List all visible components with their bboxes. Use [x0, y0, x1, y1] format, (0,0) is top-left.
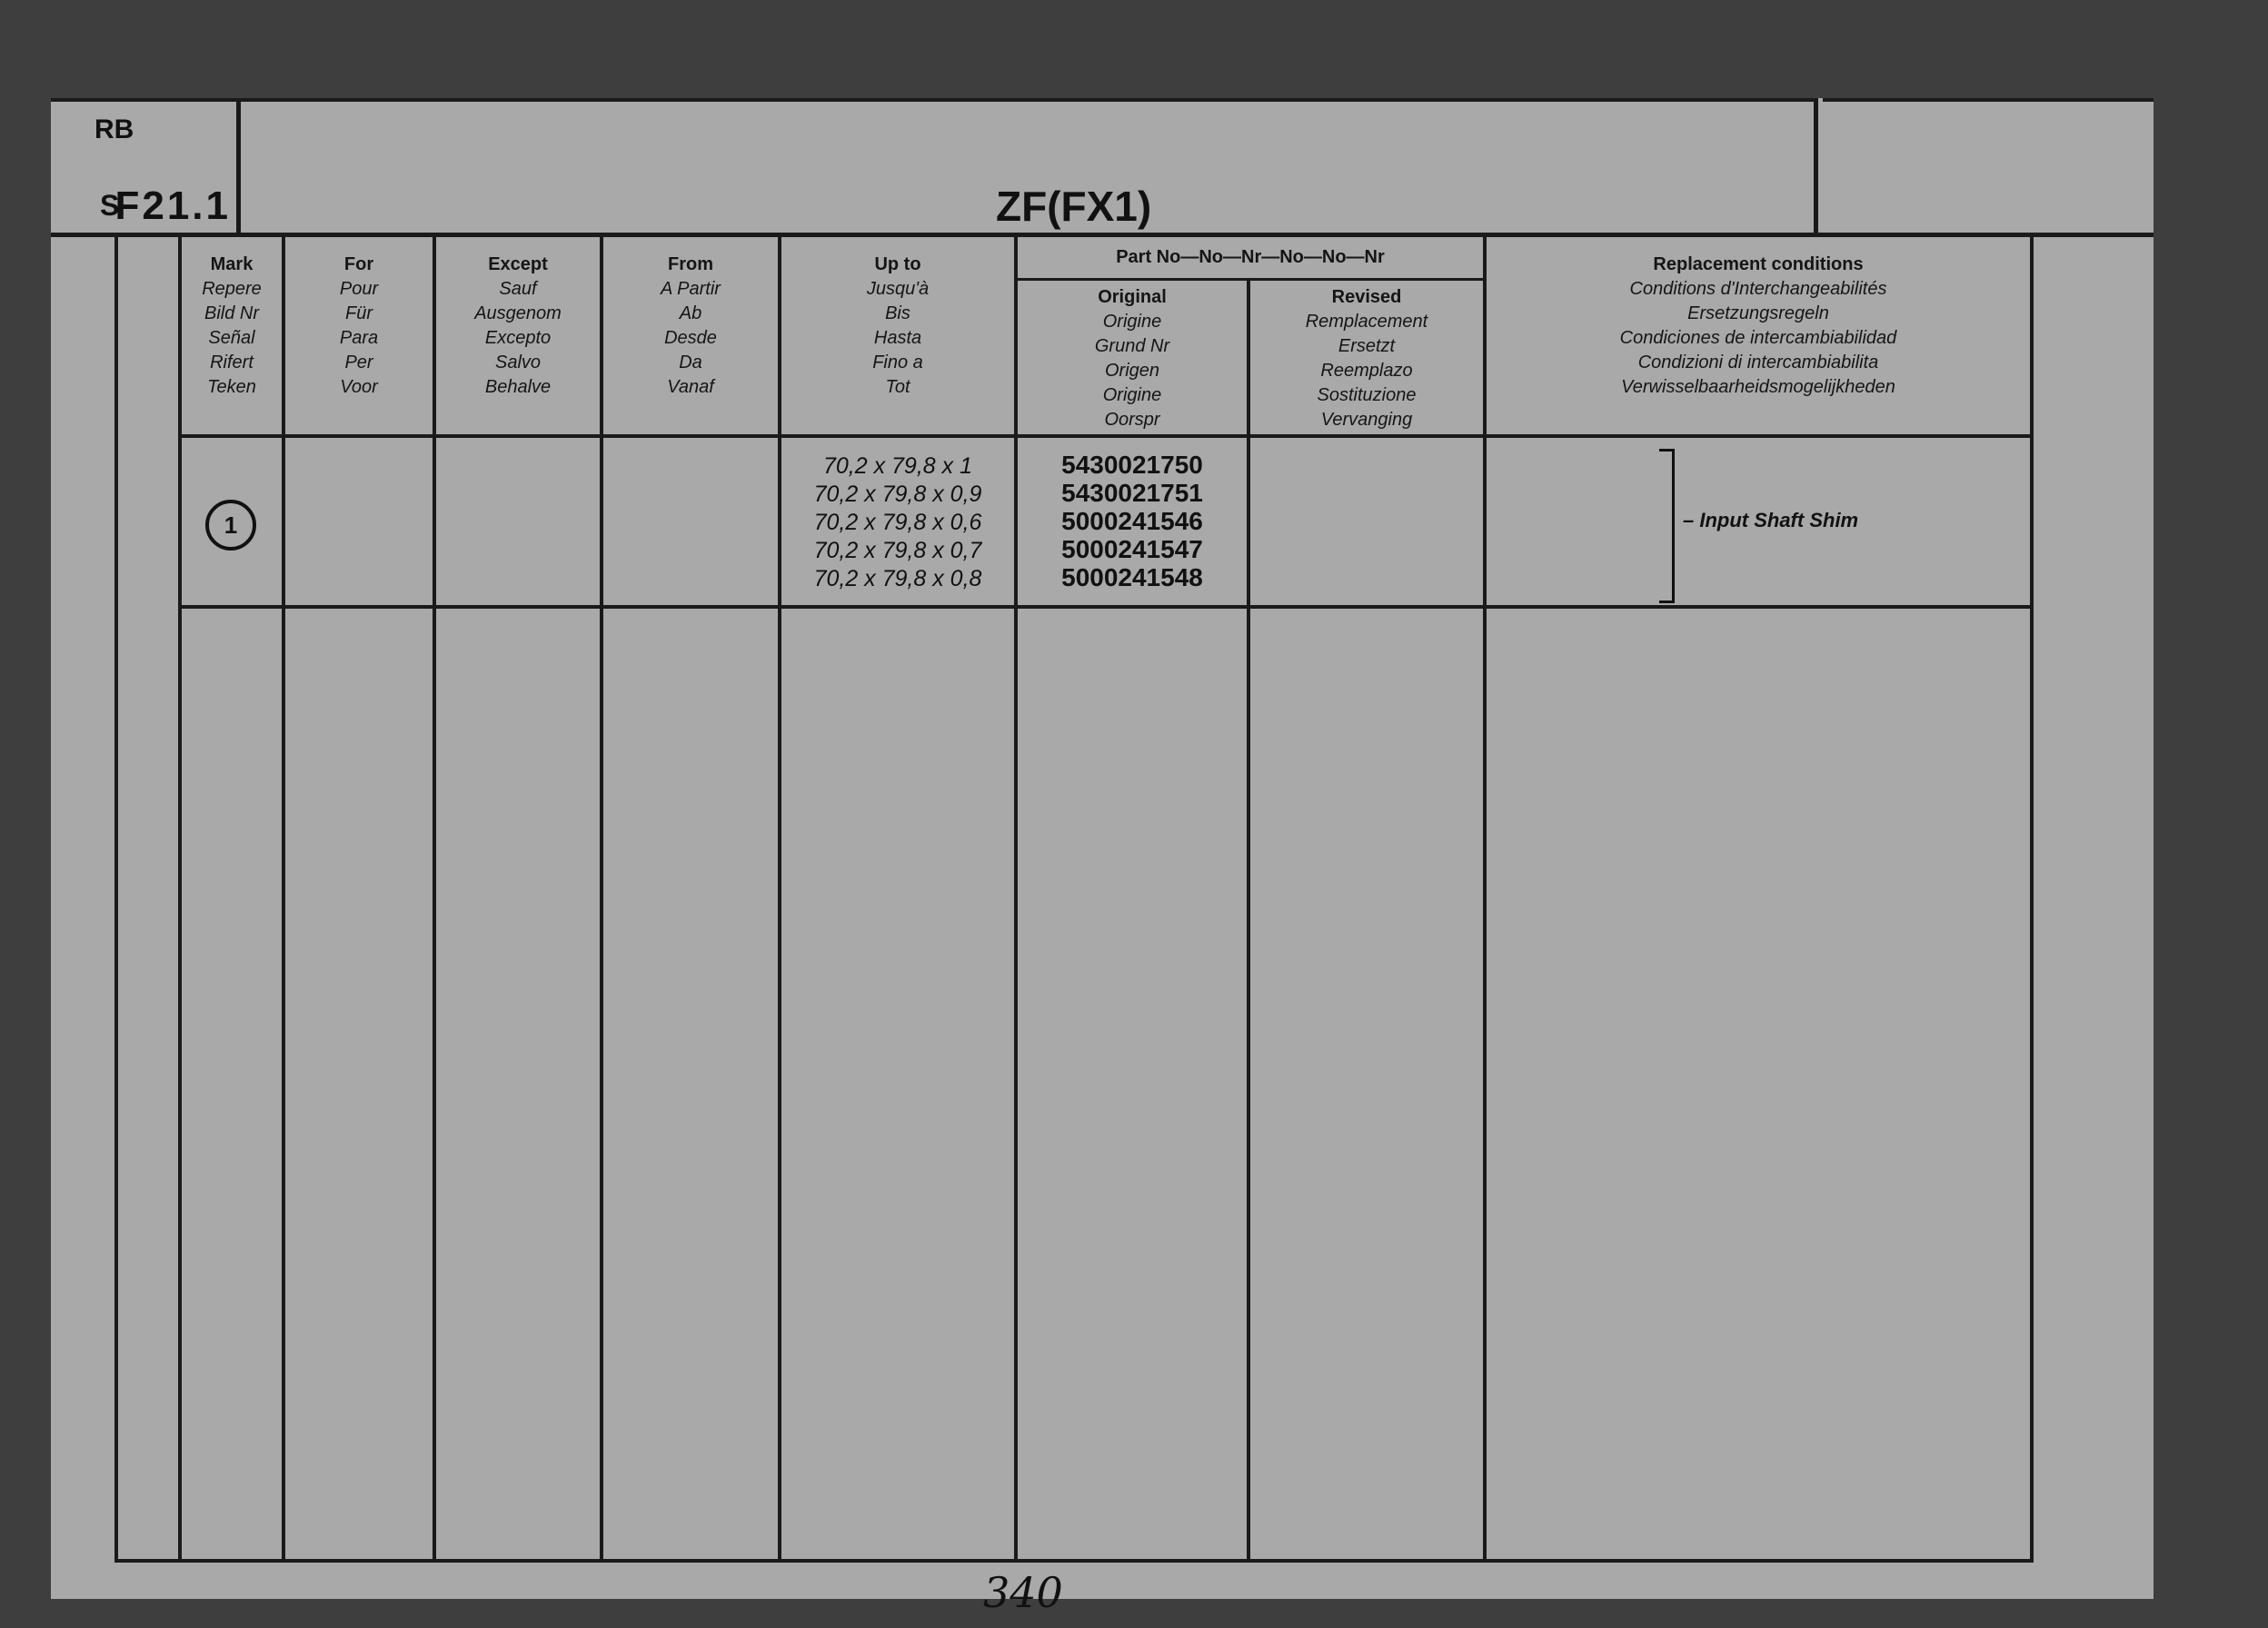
- col-header-original: Original Origine Grund Nr Origen Origine Oorspr: [1094, 287, 1170, 430]
- table-top-border: [114, 234, 118, 1563]
- col-header-upto: Up to Jusqu'à Bis Hasta Fino a Tot: [866, 254, 930, 397]
- page-number: 340: [983, 1568, 1063, 1617]
- list-item: 5000241548: [1061, 563, 1203, 591]
- col-line-2: [282, 234, 285, 1561]
- identification-list: [781, 452, 1014, 593]
- data-row-bottom: [178, 605, 2032, 609]
- col-header-except: Except Sauf Ausgenom Excepto Salvo Behalve: [474, 254, 562, 397]
- col-header-from: From A Partir Ab Desde Da Vanaf: [661, 254, 721, 397]
- mark-number-circle: 1: [205, 500, 256, 551]
- list-item: 5430021751: [1061, 479, 1203, 507]
- col-header-replacement: Replacement conditions Conditions d'Interchangeabilités Ersetzungsregeln Condiciones de intercambiabilidad Condizioni di intercambiabilita Verwisselbaarheidsmogelijkheden: [1619, 254, 1897, 397]
- page-title: ZF(FX1): [996, 183, 1152, 230]
- list-item: 70,2 x 79,8 x 0,8: [813, 566, 982, 591]
- list-item: 5430021750: [1061, 451, 1203, 479]
- header-top-border-right: [1823, 98, 2154, 102]
- grouping-bracket: [1659, 449, 1675, 603]
- col-header-mark: Mark Repere Bild Nr Señal Rifert Teken: [202, 254, 262, 397]
- header-divider-left: [236, 98, 241, 234]
- replacement-condition: – Input Shaft Shim: [1683, 509, 1859, 531]
- col-line-3: [433, 234, 436, 1561]
- list-item: 5000241547: [1061, 535, 1203, 563]
- col-line-8: [1483, 234, 1487, 1561]
- col-header-for: For Pour Für Para Per Voor: [339, 254, 379, 397]
- list-item: 70,2 x 79,8 x 0,6: [813, 510, 982, 535]
- header-row-bottom: [178, 434, 2032, 438]
- catalog-page: [51, 98, 2154, 1617]
- col-line-4: [600, 234, 603, 1561]
- header-bottom-border: [51, 233, 2154, 237]
- col-line-5: [778, 234, 781, 1561]
- col-header-partno: Part No—No—Nr—No—No—Nr: [1116, 247, 1385, 267]
- col-line-7: [1247, 278, 1250, 1561]
- header-rb: RB: [94, 114, 134, 144]
- list-item: 70,2 x 79,8 x 1: [822, 453, 972, 479]
- header-divider-right: [1814, 98, 1818, 234]
- col-header-revised: Revised Remplacement Ersetzt Reemplazo Sostituzione Vervanging: [1305, 287, 1428, 430]
- section-code: F21.1: [114, 184, 231, 228]
- header-top-border: [51, 98, 1814, 102]
- list-item: 5000241546: [1061, 507, 1203, 535]
- table-bottom-border: [114, 1559, 2034, 1563]
- header-s: S: [100, 189, 120, 222]
- list-item: 70,2 x 79,8 x 0,7: [813, 538, 982, 563]
- col-line-1: [178, 234, 182, 1561]
- partno-divider: [1014, 278, 1487, 281]
- col-line-6: [1014, 234, 1018, 1561]
- list-item: 70,2 x 79,8 x 0,9: [813, 481, 982, 507]
- part-number-list: [1018, 451, 1247, 591]
